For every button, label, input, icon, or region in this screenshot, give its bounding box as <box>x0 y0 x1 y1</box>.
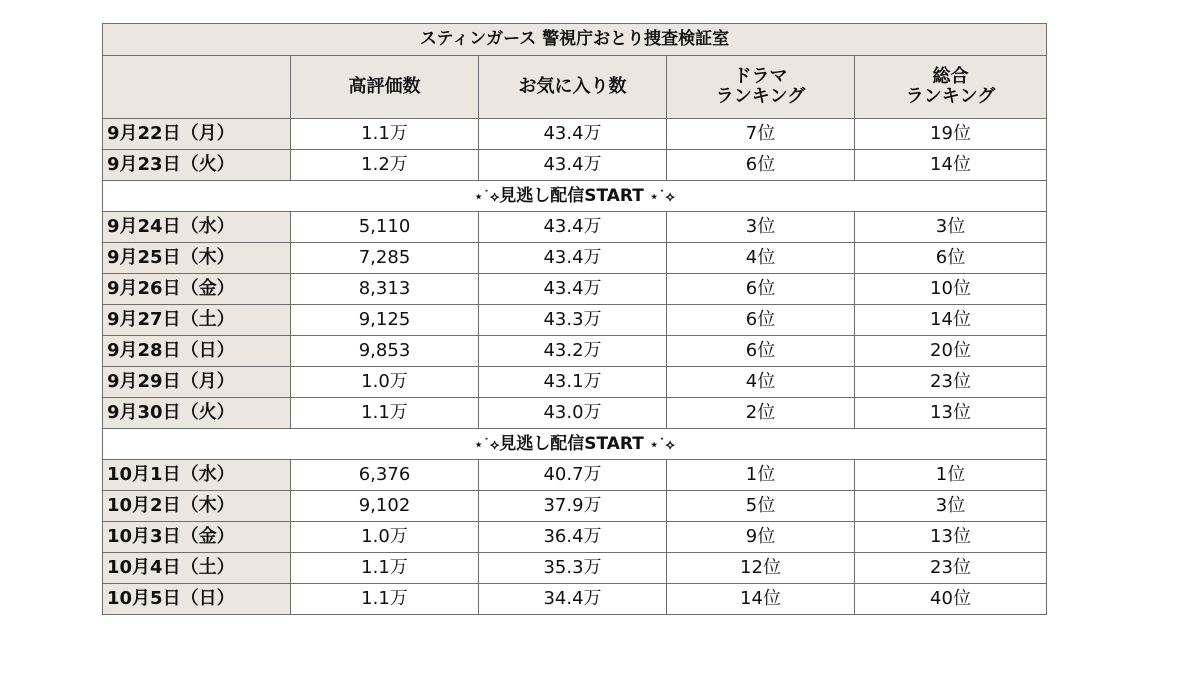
likes-cell: 1.1万 <box>291 584 479 615</box>
date-cell: 9月28日（日） <box>103 336 291 367</box>
sparkle-left-icon: ⋆˙⟡ <box>474 436 500 453</box>
table-row <box>103 274 1047 305</box>
overall-rank-cell: 14位 <box>855 150 1047 181</box>
likes-cell: 1.1万 <box>291 553 479 584</box>
separator-cell <box>103 181 1047 212</box>
header-line: お気に入り数 <box>518 76 627 98</box>
likes-cell: 1.1万 <box>291 119 479 150</box>
likes-cell: 9,125 <box>291 305 479 336</box>
table-row <box>103 522 1047 553</box>
likes-cell: 6,376 <box>291 460 479 491</box>
favorites-cell: 43.4万 <box>479 274 667 305</box>
favorites-cell: 34.4万 <box>479 584 667 615</box>
header-date <box>103 56 291 119</box>
table-title: スティンガース 警視庁おとり捜査検証室 <box>103 24 1047 56</box>
favorites-cell: 43.2万 <box>479 336 667 367</box>
overall-rank-cell: 40位 <box>855 584 1047 615</box>
table-row <box>103 460 1047 491</box>
likes-cell: 1.0万 <box>291 367 479 398</box>
date-cell: 10月4日（土） <box>103 553 291 584</box>
likes-cell: 1.1万 <box>291 398 479 429</box>
header-line: ランキング <box>715 86 806 107</box>
table-row <box>103 398 1047 429</box>
date-cell: 9月25日（木） <box>103 243 291 274</box>
overall-rank-cell: 13位 <box>855 522 1047 553</box>
table-row <box>103 243 1047 274</box>
table-row <box>103 584 1047 615</box>
favorites-cell: 36.4万 <box>479 522 667 553</box>
drama-rank-cell: 4位 <box>667 367 855 398</box>
favorites-cell: 43.3万 <box>479 305 667 336</box>
drama-rank-cell: 6位 <box>667 150 855 181</box>
favorites-cell: 40.7万 <box>479 460 667 491</box>
date-cell: 9月29日（月） <box>103 367 291 398</box>
overall-rank-cell: 20位 <box>855 336 1047 367</box>
likes-cell: 5,110 <box>291 212 479 243</box>
table-row <box>103 367 1047 398</box>
header-line: ドラマ <box>733 66 788 88</box>
date-cell: 10月1日（水） <box>103 460 291 491</box>
table-body <box>103 119 1047 615</box>
date-cell: 9月27日（土） <box>103 305 291 336</box>
date-cell: 10月2日（木） <box>103 491 291 522</box>
table-row <box>103 305 1047 336</box>
drama-rank-cell: 2位 <box>667 398 855 429</box>
overall-rank-cell: 13位 <box>855 398 1047 429</box>
drama-rank-cell: 7位 <box>667 119 855 150</box>
date-cell: 9月24日（水） <box>103 212 291 243</box>
favorites-cell: 43.4万 <box>479 243 667 274</box>
drama-rank-cell: 12位 <box>667 553 855 584</box>
likes-cell: 9,102 <box>291 491 479 522</box>
overall-rank-cell: 6位 <box>855 243 1047 274</box>
likes-cell: 1.0万 <box>291 522 479 553</box>
table-row <box>103 119 1047 150</box>
drama-rank-cell: 14位 <box>667 584 855 615</box>
date-cell: 9月23日（火） <box>103 150 291 181</box>
date-cell: 10月5日（日） <box>103 584 291 615</box>
header-row <box>103 56 1047 119</box>
table-row <box>103 336 1047 367</box>
drama-rank-cell: 6位 <box>667 274 855 305</box>
favorites-cell: 43.0万 <box>479 398 667 429</box>
header-drama-ranking <box>667 56 855 119</box>
favorites-cell: 37.9万 <box>479 491 667 522</box>
likes-cell: 7,285 <box>291 243 479 274</box>
stats-table-container <box>102 23 1047 615</box>
drama-rank-cell: 3位 <box>667 212 855 243</box>
favorites-cell: 43.4万 <box>479 150 667 181</box>
title-row <box>103 24 1047 56</box>
date-cell: 9月30日（火） <box>103 398 291 429</box>
header-line: 総合 <box>932 66 969 88</box>
header-overall-ranking <box>855 56 1047 119</box>
overall-rank-cell: 14位 <box>855 305 1047 336</box>
separator-row <box>103 429 1047 460</box>
overall-rank-cell: 3位 <box>855 212 1047 243</box>
date-cell: 10月3日（金） <box>103 522 291 553</box>
sparkle-left-icon: ⋆˙⟡ <box>474 188 500 205</box>
header-line: ランキング <box>905 86 996 107</box>
header-favorites <box>479 56 667 119</box>
favorites-cell: 43.4万 <box>479 119 667 150</box>
sparkle-right-icon: ⋆˙⟡ <box>649 188 675 205</box>
overall-rank-cell: 10位 <box>855 274 1047 305</box>
separator-label: 見逃し配信START <box>499 433 644 454</box>
separator-row <box>103 181 1047 212</box>
drama-rank-cell: 1位 <box>667 460 855 491</box>
drama-rank-cell: 6位 <box>667 336 855 367</box>
overall-rank-cell: 1位 <box>855 460 1047 491</box>
separator-cell <box>103 429 1047 460</box>
stats-table <box>102 23 1047 615</box>
sparkle-right-icon: ⋆˙⟡ <box>649 436 675 453</box>
header-line: 高評価数 <box>348 76 421 98</box>
drama-rank-cell: 4位 <box>667 243 855 274</box>
favorites-cell: 35.3万 <box>479 553 667 584</box>
drama-rank-cell: 9位 <box>667 522 855 553</box>
overall-rank-cell: 3位 <box>855 491 1047 522</box>
overall-rank-cell: 23位 <box>855 367 1047 398</box>
likes-cell: 9,853 <box>291 336 479 367</box>
table-row <box>103 212 1047 243</box>
overall-rank-cell: 19位 <box>855 119 1047 150</box>
date-cell: 9月22日（月） <box>103 119 291 150</box>
favorites-cell: 43.1万 <box>479 367 667 398</box>
overall-rank-cell: 23位 <box>855 553 1047 584</box>
table-row <box>103 553 1047 584</box>
favorites-cell: 43.4万 <box>479 212 667 243</box>
date-cell: 9月26日（金） <box>103 274 291 305</box>
header-likes <box>291 56 479 119</box>
drama-rank-cell: 6位 <box>667 305 855 336</box>
likes-cell: 1.2万 <box>291 150 479 181</box>
drama-rank-cell: 5位 <box>667 491 855 522</box>
table-row <box>103 150 1047 181</box>
likes-cell: 8,313 <box>291 274 479 305</box>
separator-label: 見逃し配信START <box>499 185 644 206</box>
table-row <box>103 491 1047 522</box>
